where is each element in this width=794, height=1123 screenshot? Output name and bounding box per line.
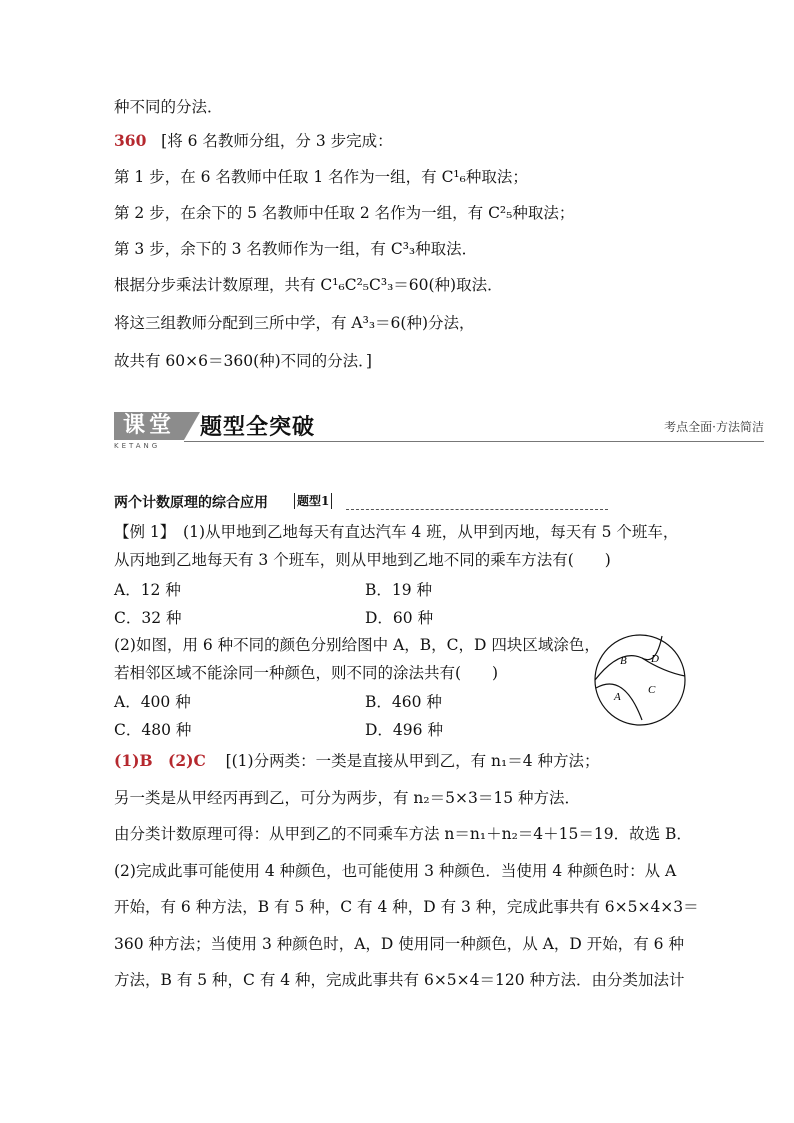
banner-divider: [184, 441, 764, 442]
region-diagram: [592, 632, 688, 728]
banner-title: 题型全突破: [200, 415, 316, 440]
option-d: D．496 种: [365, 721, 443, 739]
region-label-c: C: [648, 684, 656, 696]
solution-line: 另一类是从甲经丙再到乙，可分为两步，有 n₂＝5×3＝15 种方法．: [114, 789, 580, 807]
option-b: B．19 种: [365, 581, 433, 599]
solution-line: 由分类计数原理可得：从甲到乙的不同乘车方法 n＝n₁＋n₂＝4＋15＝19．故选 B．: [114, 825, 692, 843]
banner-sub-label: KETANG: [114, 442, 161, 450]
text-line: 将这三组教师分配到三所中学，有 A³₃＝6(种)分法，: [114, 314, 475, 332]
option-a: A．400 种: [114, 693, 191, 711]
solution-text: [(1)分两类：一类是直接从甲到乙，有 n₁＝4 种方法；: [225, 752, 600, 770]
solution-answers: (1)B (2)C: [114, 751, 206, 770]
text-line: 种不同的分法．: [114, 98, 223, 116]
option-c: C．32 种: [114, 609, 182, 627]
section-divider: [346, 509, 608, 510]
question-line: 从丙地到乙地每天有 3 个班车，则从甲地到乙地不同的乘车方法有( ): [114, 551, 611, 569]
text-line: 第 3 步，余下的 3 名教师作为一组，有 C³₃种取法．: [114, 240, 478, 258]
diagram-circle: [595, 635, 685, 725]
answer-line: [114, 130, 393, 152]
option-c: C．480 种: [114, 721, 192, 739]
section-banner: [114, 410, 764, 452]
banner-tagline: 考点全面·方法简洁: [664, 420, 764, 434]
text-line: 第 2 步，在余下的 5 名教师中任取 2 名作为一组，有 C²₅种取法；: [114, 204, 575, 222]
banner-arrow: [184, 412, 200, 440]
answer-explanation: [将 6 名教师分组，分 3 步完成：: [161, 132, 393, 150]
region-label-d: D: [651, 653, 659, 665]
text-line: 第 1 步，在 6 名教师中任取 1 名作为一组，有 C¹₆种取法；: [114, 168, 528, 186]
solution-line: 开始，有 6 种方法，B 有 5 种，C 有 4 种，D 有 3 种，完成此事共有 6×5×4×3＝: [114, 898, 699, 916]
banner-label: 课堂: [114, 412, 184, 440]
option-a: A．12 种: [114, 581, 181, 599]
solution-line: [114, 750, 599, 772]
region-label-a: A: [614, 691, 621, 703]
section-heading: [114, 492, 608, 514]
answer-value: 360: [114, 131, 147, 150]
option-d: D．60 种: [365, 609, 434, 627]
solution-line: 方法，B 有 5 种，C 有 4 种，完成此事共有 6×5×4＝120 种方法．由分类加法计: [114, 971, 685, 989]
solution-line: (2)完成此事可能使用 4 种颜色，也可能使用 3 种颜色．当使用 4 种颜色时：从 A: [114, 862, 677, 880]
diagram-boundary: [642, 658, 685, 676]
option-b: B．460 种: [365, 693, 442, 711]
solution-line: 360 种方法；当使用 3 种颜色时，A，D 使用同一种颜色，从 A，D 开始，有 6 种: [114, 935, 684, 953]
region-label-b: B: [620, 655, 627, 667]
section-tag: 题型1: [294, 493, 332, 509]
text-line: 故共有 60×6＝360(种)不同的分法．]: [114, 352, 372, 370]
question-line: 若相邻区域不能涂同一种颜色，则不同的涂法共有( ): [114, 664, 499, 682]
text-line: 根据分步乘法计数原理，共有 C¹₆C²₅C³₃＝60(种)取法．: [114, 276, 503, 294]
section-title: 两个计数原理的综合应用: [114, 495, 268, 511]
question-line: 【例 1】 (1)从甲地到乙地每天有直达汽车 4 班，从甲到丙地，每天有 5 个班车，: [114, 523, 679, 541]
question-line: (2)如图，用 6 种不同的颜色分别给图中 A，B，C，D 四块区域涂色，: [114, 636, 600, 654]
